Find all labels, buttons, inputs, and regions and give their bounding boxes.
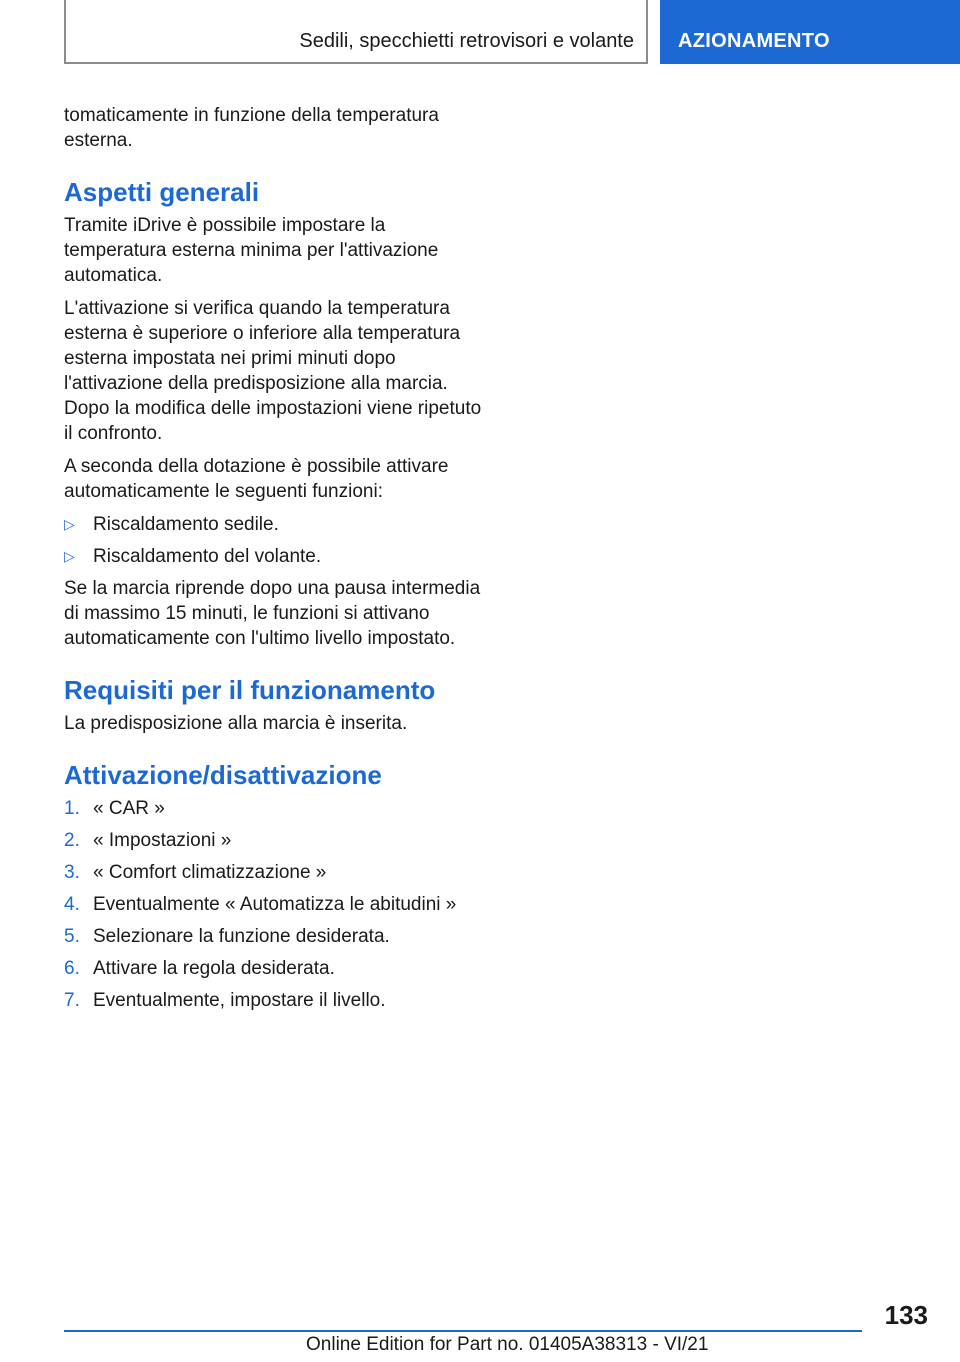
step-item [64,924,484,949]
paragraph: Tramite iDrive è possibile impostare la temperatura esterna minima per l'attivazione automatica. [64,215,439,286]
list-item [64,512,484,537]
function-list [64,512,484,569]
step-item [64,860,484,885]
heading-aspetti-generali: Aspetti generali [64,177,260,207]
step-text: Selezionare la funzione desiderata. [93,926,390,947]
page-number: 133 [884,1300,928,1330]
step-text: Eventualmente, impostare il livello. [93,990,386,1011]
step-number: 5. [64,926,80,947]
paragraph: Se la marcia riprende dopo una pausa intermedia di massimo 15 minuti, le funzioni si attivano automaticamente con l'ultimo livello impostato. [64,578,481,649]
paragraph: L'attivazione si verifica quando la temperatura esterna è superiore o inferiore alla temperatura esterna impostata nei primi minuti dopo l'attivazione della predisposizione alla marcia. Dopo la modifica delle impostazioni viene ripetuto il confronto. [64,298,482,444]
step-number: 7. [64,990,80,1011]
section-title: Sedili, specchietti retrovisori e volante [299,30,634,52]
step-item [64,892,484,917]
step-text: Eventualmente « Automatizza le abitudini » [93,894,457,915]
triangle-bullet-icon: ▷ [64,548,75,564]
step-text: « CAR » [93,798,165,819]
footer-divider [64,1330,862,1332]
step-number: 2. [64,830,80,851]
heading-requisiti: Requisiti per il funzionamento [64,675,436,705]
step-item [64,988,484,1013]
step-number: 3. [64,862,80,883]
header-section-box [64,0,648,64]
step-item [64,828,484,853]
list-item-text: Riscaldamento sedile. [93,514,279,535]
step-item [64,796,484,821]
intro-paragraph: tomaticamente in funzione della temperatura esterna. [64,105,439,151]
list-item-text: Riscaldamento del volante. [93,546,322,567]
header-chapter-tab [660,0,960,64]
step-text: « Impostazioni » [93,830,232,851]
step-text: « Comfort climatizzazione » [93,862,327,883]
steps-list [64,796,484,1013]
step-number: 4. [64,894,80,915]
heading-attivazione: Attivazione/disattivazione [64,760,382,790]
step-text: Attivare la regola desiderata. [93,958,335,979]
triangle-bullet-icon: ▷ [64,516,75,532]
page-content [64,103,484,1020]
paragraph: La predisposizione alla marcia è inserita. [64,713,408,734]
paragraph: A seconda della dotazione è possibile attivare automaticamente le seguenti funzioni: [64,456,449,502]
footer-edition-text: Online Edition for Part no. 01405A38313 - VI/21 [306,1334,709,1355]
step-number: 1. [64,798,80,819]
list-item [64,544,484,569]
chapter-title: AZIONAMENTO [678,30,830,52]
step-item [64,956,484,981]
step-number: 6. [64,958,80,979]
